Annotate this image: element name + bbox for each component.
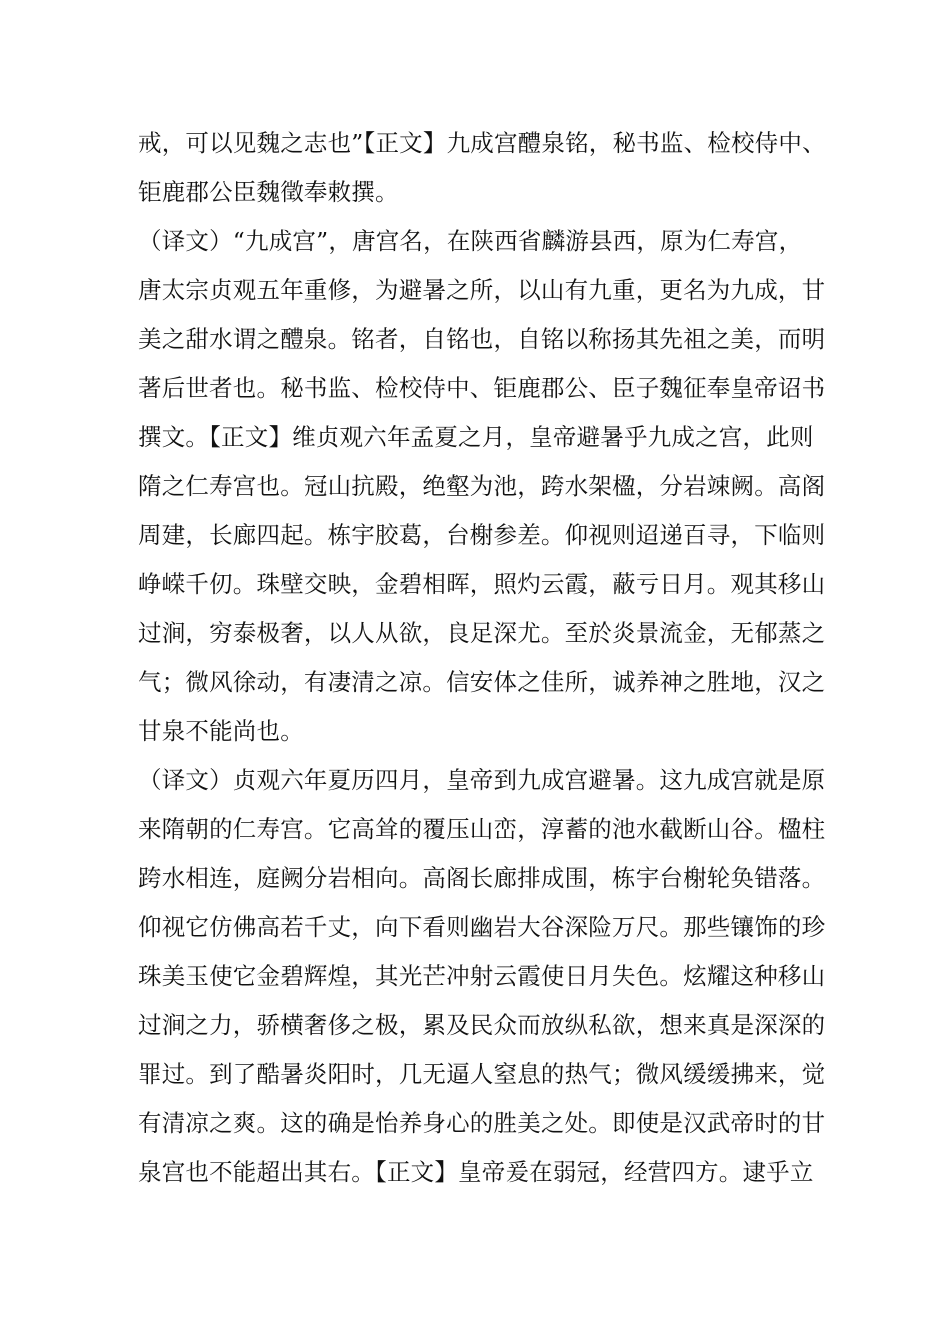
- text-line: 撰文。【正文】维贞观六年孟夏之月，皇帝避暑乎九成之宫，此则: [138, 423, 814, 451]
- text-line: 著后世者也。秘书监、检校侍中、钜鹿郡公、臣子魏征奉皇帝诏书: [138, 374, 826, 402]
- text-line: 美之甜水谓之醴泉。铭者，自铭也，自铭以称扬其先祖之美，而明: [138, 325, 826, 353]
- text-line: 仰视它仿佛高若千丈，向下看则幽岩大谷深险万尺。那些镶饰的珍: [138, 913, 826, 941]
- text-line: 钜鹿郡公臣魏徵奉敕撰。: [138, 178, 399, 206]
- text-line: 隋之仁寿宫也。冠山抗殿，绝壑为池，跨水架楹，分岩竦阙。高阁: [138, 472, 826, 500]
- text-line: （译文）贞观六年夏历四月，皇帝到九成宫避暑。这九成宫就是原: [138, 766, 826, 794]
- text-line: 过涧之力，骄横奢侈之极，累及民众而放纵私欲，想来真是深深的: [138, 1011, 826, 1039]
- text-line: 气；微风徐动，有凄清之凉。信安体之佳所，诚养神之胜地，汉之: [138, 668, 826, 696]
- text-line: 有清凉之爽。这的确是怡养身心的胜美之处。即使是汉武帝时的甘: [138, 1109, 826, 1137]
- text-line: 甘泉不能尚也。: [138, 717, 304, 745]
- text-line: 珠美玉使它金碧辉煌，其光芒冲射云霞使日月失色。炫耀这种移山: [138, 962, 826, 990]
- text-line: 峥嵘千仞。珠壁交映，金碧相晖，照灼云霞，蔽亏日月。观其移山: [138, 570, 826, 598]
- text-line: 泉宫也不能超出其右。【正文】皇帝爰在弱冠，经营四方。逮乎立: [138, 1158, 814, 1186]
- text-line: 唐太宗贞观五年重修，为避暑之所，以山有九重，更名为九成，甘: [138, 276, 826, 304]
- text-line: 过涧，穷泰极奢，以人从欲，良足深尤。至於炎景流金，无郁蒸之: [138, 619, 826, 647]
- text-line: 跨水相连，庭阙分岩相向。高阁长廊排成围，栋宇台榭轮奂错落。: [138, 864, 826, 892]
- text-line: 来隋朝的仁寿宫。它高耸的覆压山峦，淳蓄的池水截断山谷。楹柱: [138, 815, 826, 843]
- text-line: 戒，可以见魏之志也”【正文】九成宫醴泉铭，秘书监、检校侍中、: [138, 129, 826, 157]
- text-line: （译文）“九成宫”，唐宫名，在陕西省麟游县西，原为仁寿宫，: [138, 227, 803, 255]
- document-body: [138, 119, 826, 1197]
- text-line: 罪过。到了酷暑炎阳时，几无逼人窒息的热气；微风缓缓拂来，觉: [138, 1060, 826, 1088]
- text-line: 周建，长廊四起。栋宇胶葛，台榭参差。仰视则迢递百寻，下临则: [138, 521, 826, 549]
